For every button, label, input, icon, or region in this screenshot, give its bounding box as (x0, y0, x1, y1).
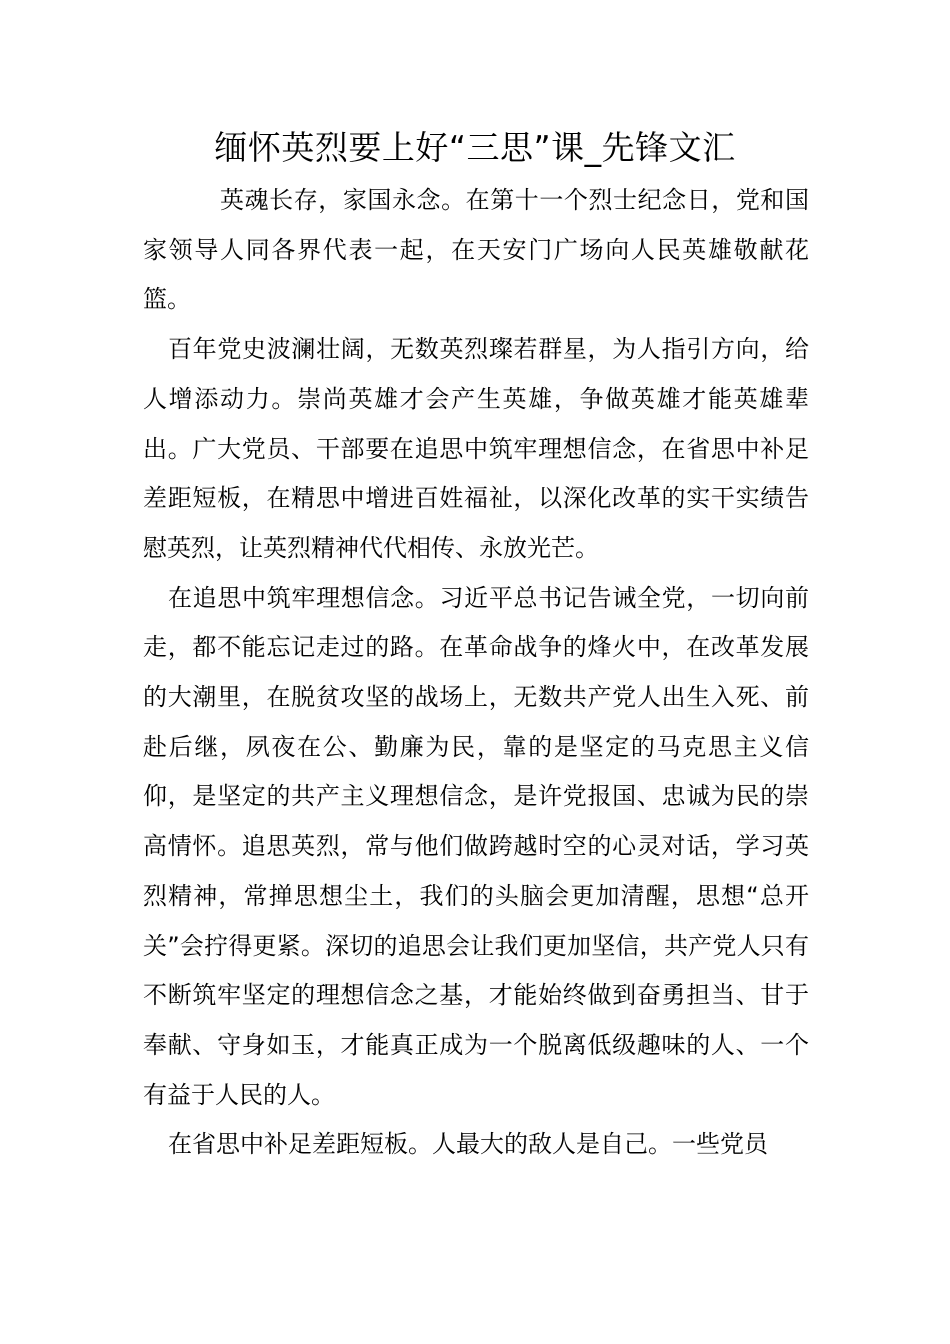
document-body (143, 176, 809, 1170)
paragraph: 英魂长存，家国永念。在第十一个烈士纪念日，党和国家领导人同各界代表一起，在天安门广场向人民英雄敬献花篮。 (143, 186, 809, 314)
paragraph: 在追思中筑牢理想信念。习近平总书记告诫全党，一切向前走，都不能忘记走过的路。在革命战争的烽火中，在改革发展的大潮里，在脱贫攻坚的战场上，无数共产党人出生入死、前赴后继，夙夜在公、勤廉为民，靠的是坚定的马克思主义信仰，是坚定的共产主义理想信念，是许党报国、忠诚为民的崇高情怀。追思英烈，常与他们做跨越时空的心灵对话，学习英烈精神，常掸思想尘土，我们的头脑会更加清醒，思想“总开关”会拧得更紧。深切的追思会让我们更加坚信，共产党人只有不断筑牢坚定的理想信念之基，才能始终做到奋勇担当、甘于奉献、守身如玉，才能真正成为一个脱离低级趣味的人、一个有益于人民的人。 (143, 583, 809, 1109)
paragraph: 百年党史波澜壮阔，无数英烈璨若群星，为人指引方向，给人增添动力。崇尚英雄才会产生英雄，争做英雄才能英雄辈出。广大党员、干部要在追思中筑牢理想信念，在省思中补足差距短板，在精思中增进百姓福祉，以深化改革的实干实绩告慰英烈，让英烈精神代代相传、永放光芒。 (143, 335, 809, 562)
document-title: 缅怀英烈要上好“三思”课_先锋文汇 (214, 128, 736, 167)
paragraph: 在省思中补足差距短板。人最大的敌人是自己。一些党员 (168, 1130, 768, 1159)
